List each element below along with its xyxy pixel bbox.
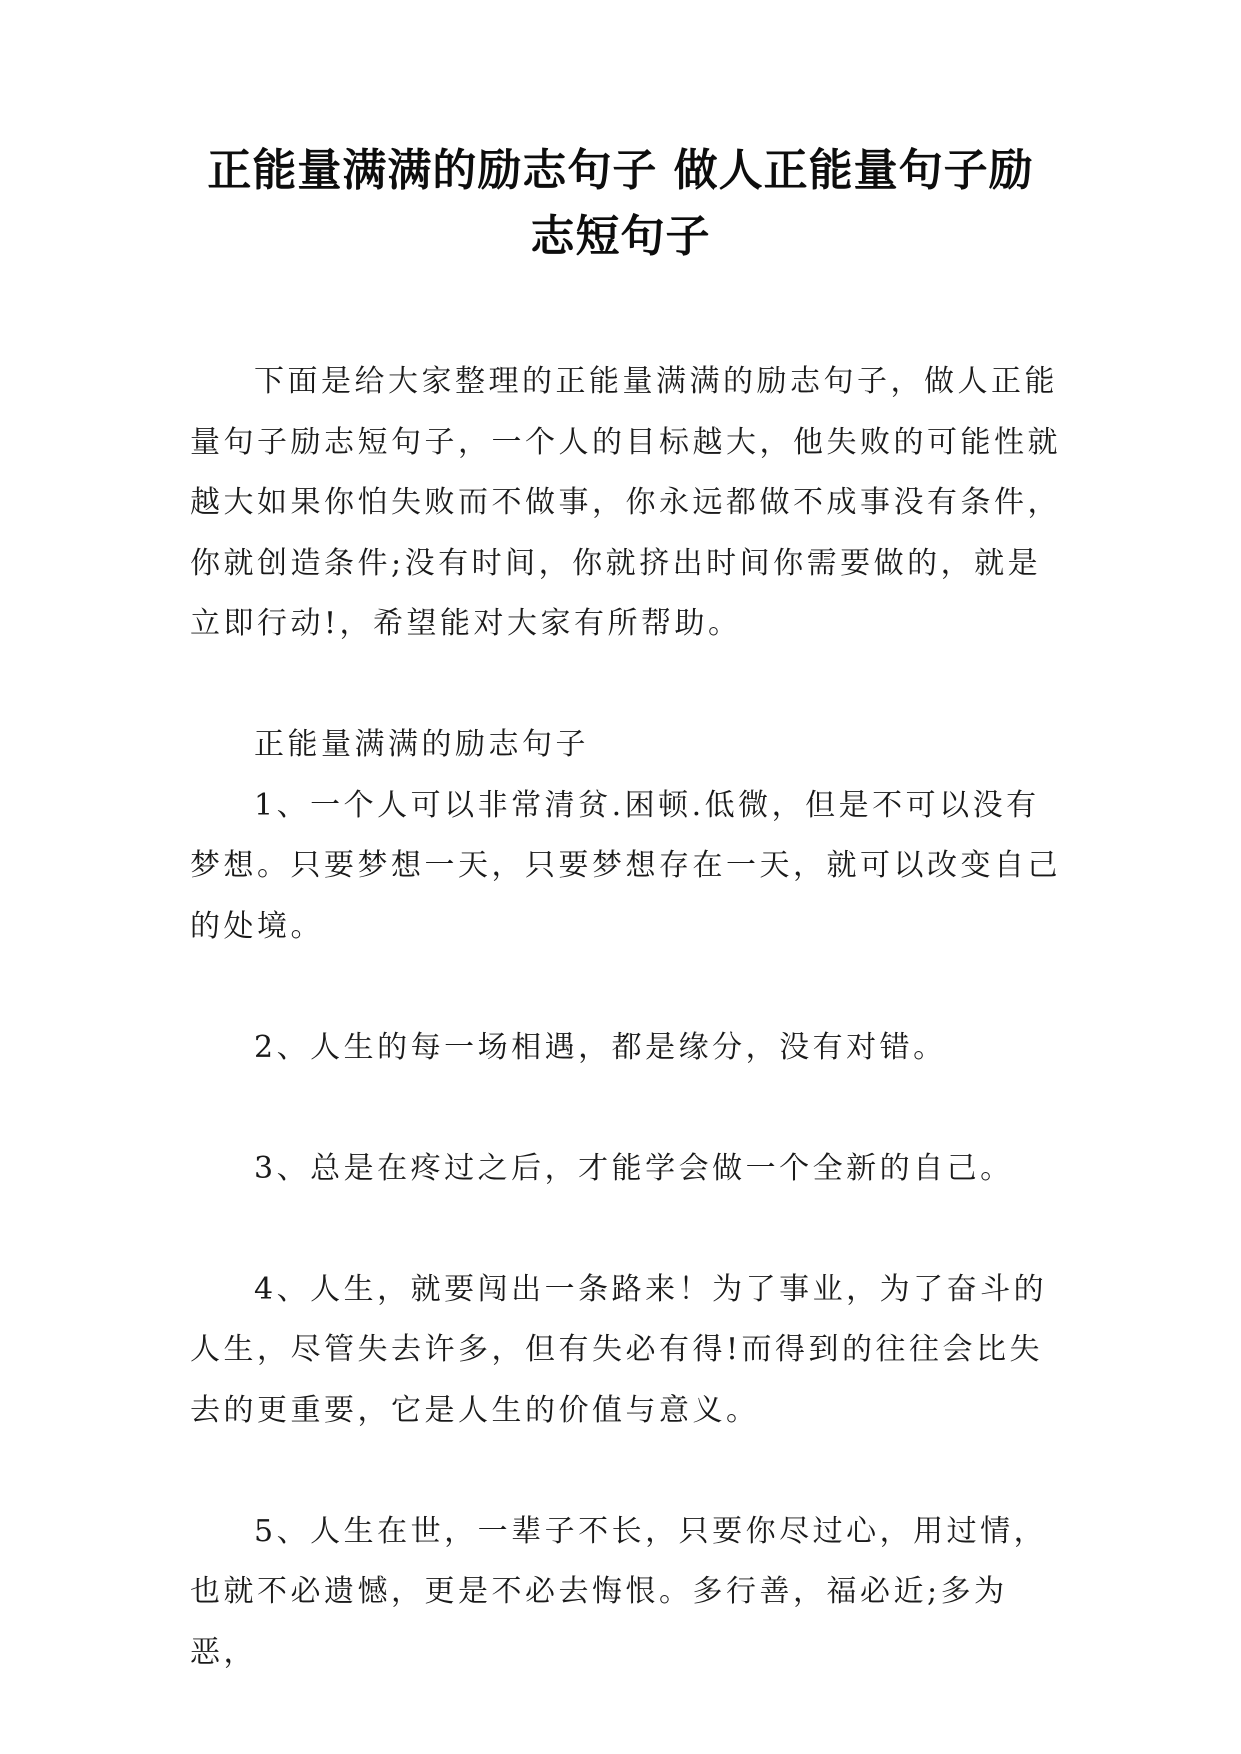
intro-paragraph: 下面是给大家整理的正能量满满的励志句子，做人正能量句子励志短句子，一个人的目标越大，他失败的可能性就越大如果你怕失败而不做事，你永远都做不成事没有条件，你就创造条件;没有时间，你就挤出时间你需要做的，就是立即行动!，希望能对大家有所帮助。 <box>190 364 1061 641</box>
title-line-2: 志短句子 <box>530 211 711 262</box>
document-body <box>190 352 1065 1683</box>
document-title <box>180 138 1061 270</box>
list-item-3: 3、总是在疼过之后，才能学会做一个全新的自己。 <box>254 1150 1014 1186</box>
section-heading: 正能量满满的励志句子 <box>254 727 589 762</box>
list-item-1: 1、一个人可以非常清贫.困顿.低微，但是不可以没有梦想。只要梦想一天，只要梦想存在一天，就可以改变自己的处境。 <box>190 787 1061 944</box>
title-line-1: 正能量满满的励志句子 做人正能量句子励 <box>207 145 1034 196</box>
list-item-5: 5、人生在世，一辈子不长，只要你尽过心，用过情，也就不必遗憾，更是不必去悔恨。多行善，福必近;多为恶， <box>190 1513 1048 1670</box>
list-item-2: 2、人生的每一场相遇，都是缘分，没有对错。 <box>254 1029 947 1065</box>
list-item-4: 4、人生，就要闯出一条路来！为了事业，为了奋斗的人生，尽管失去许多，但有失必有得!而得到的往往会比失去的更重要，它是人生的价值与意义。 <box>190 1271 1048 1428</box>
